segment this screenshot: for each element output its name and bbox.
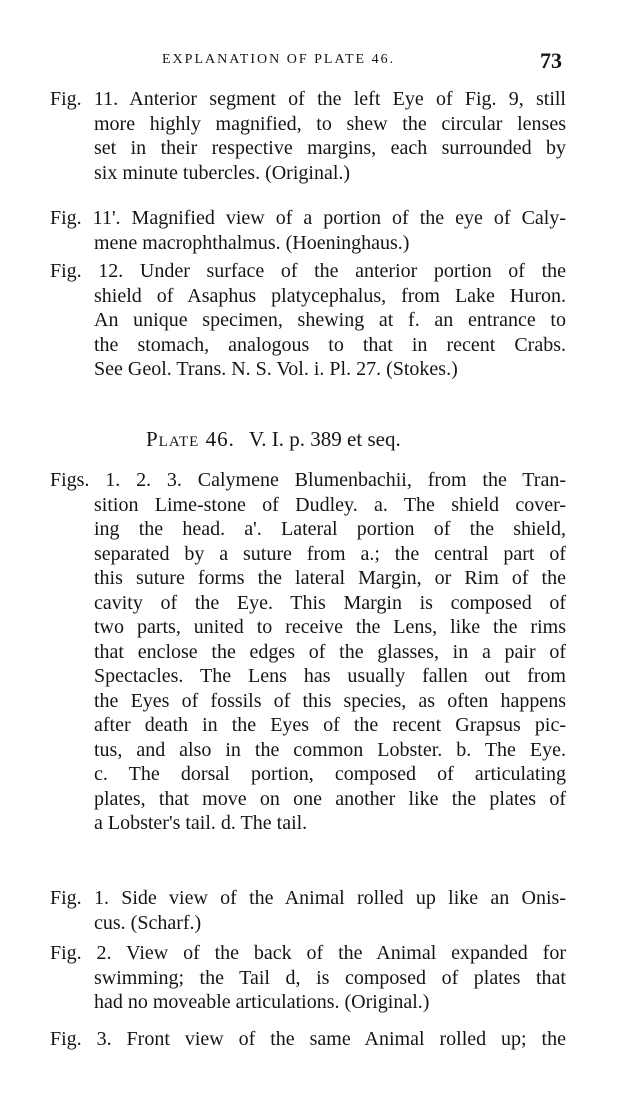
running-title: EXPLANATION OF PLATE 46. <box>162 52 396 67</box>
page-number: 73 <box>540 48 562 73</box>
text-line: a Lobster's tail. d. The tail. <box>94 812 308 834</box>
text-line: See Geol. Trans. N. S. Vol. i. Pl. 27. (Stokes.) <box>94 358 458 380</box>
text-line: Figs. 1. 2. 3. Calymene Blumenbachii, from the Tran- <box>50 469 566 491</box>
text-line: Spectacles. The Lens has usually fallen out from <box>94 665 566 687</box>
text-line: set in their respective margins, each surrounded by <box>94 137 566 159</box>
text-line: tus, and also in the common Lobster. b. The Eye. <box>94 738 566 761</box>
text-line: Fig. 2. View of the back of the Animal expanded for <box>50 942 566 964</box>
plate-number: Plate 46. <box>146 427 235 451</box>
text-line: Fig. 11'. Magnified view of a portion of the eye of Caly- <box>50 207 566 229</box>
text-line: Fig. 3. Front view of the same Animal rolled up; the <box>50 1028 566 1050</box>
text-line: six minute tubercles. (Original.) <box>94 161 351 184</box>
text-line: had no moveable articulations. (Original.) <box>94 991 430 1013</box>
text-line: plates, that move on one another like the plates of <box>94 787 566 810</box>
text-line: sition Lime-stone of Dudley. a. The shield cover- <box>94 493 566 516</box>
running-header <box>0 48 634 78</box>
text-line: c. The dorsal portion, composed of articulating <box>94 763 566 785</box>
text-line: the stomach, analogous to that in recent Crabs. <box>94 333 566 356</box>
text-line: cavity of the Eye. This Margin is composed of <box>94 591 566 614</box>
text-line: swimming; the Tail d, is composed of plates that <box>94 966 566 989</box>
text-line: after death in the Eyes of the recent Grapsus pic- <box>94 714 566 736</box>
text-line: Fig. 1. Side view of the Animal rolled up like an Onis- <box>50 887 566 909</box>
plate-reference: V. I. p. 389 et seq. <box>248 427 401 451</box>
text-line: the Eyes of fossils of this species, as often happens <box>94 689 566 712</box>
text-line: Fig. 12. Under surface of the anterior portion of the <box>50 260 566 282</box>
text-line: An unique specimen, shewing at f. an entrance to <box>94 309 566 331</box>
text-line: that enclose the edges of the glasses, in a pair of <box>94 640 566 663</box>
plate-heading <box>146 427 401 452</box>
text-line: this suture forms the lateral Margin, or Rim of the <box>94 567 566 589</box>
text-line: separated by a suture from a.; the central part of <box>94 542 566 565</box>
text-line: two parts, united to receive the Lens, like the rims <box>94 616 566 638</box>
text-line: Fig. 11. Anterior segment of the left Eye of Fig. 9, still <box>50 88 566 110</box>
text-line: ing the head. a'. Lateral portion of the shield, <box>94 518 566 540</box>
text-line: mene macrophthalmus. (Hoeninghaus.) <box>94 231 410 254</box>
text-line: shield of Asaphus platycephalus, from Lake Huron. <box>94 284 566 307</box>
text-line: cus. (Scharf.) <box>94 911 202 934</box>
text-line: more highly magnified, to shew the circular lenses <box>94 112 566 135</box>
